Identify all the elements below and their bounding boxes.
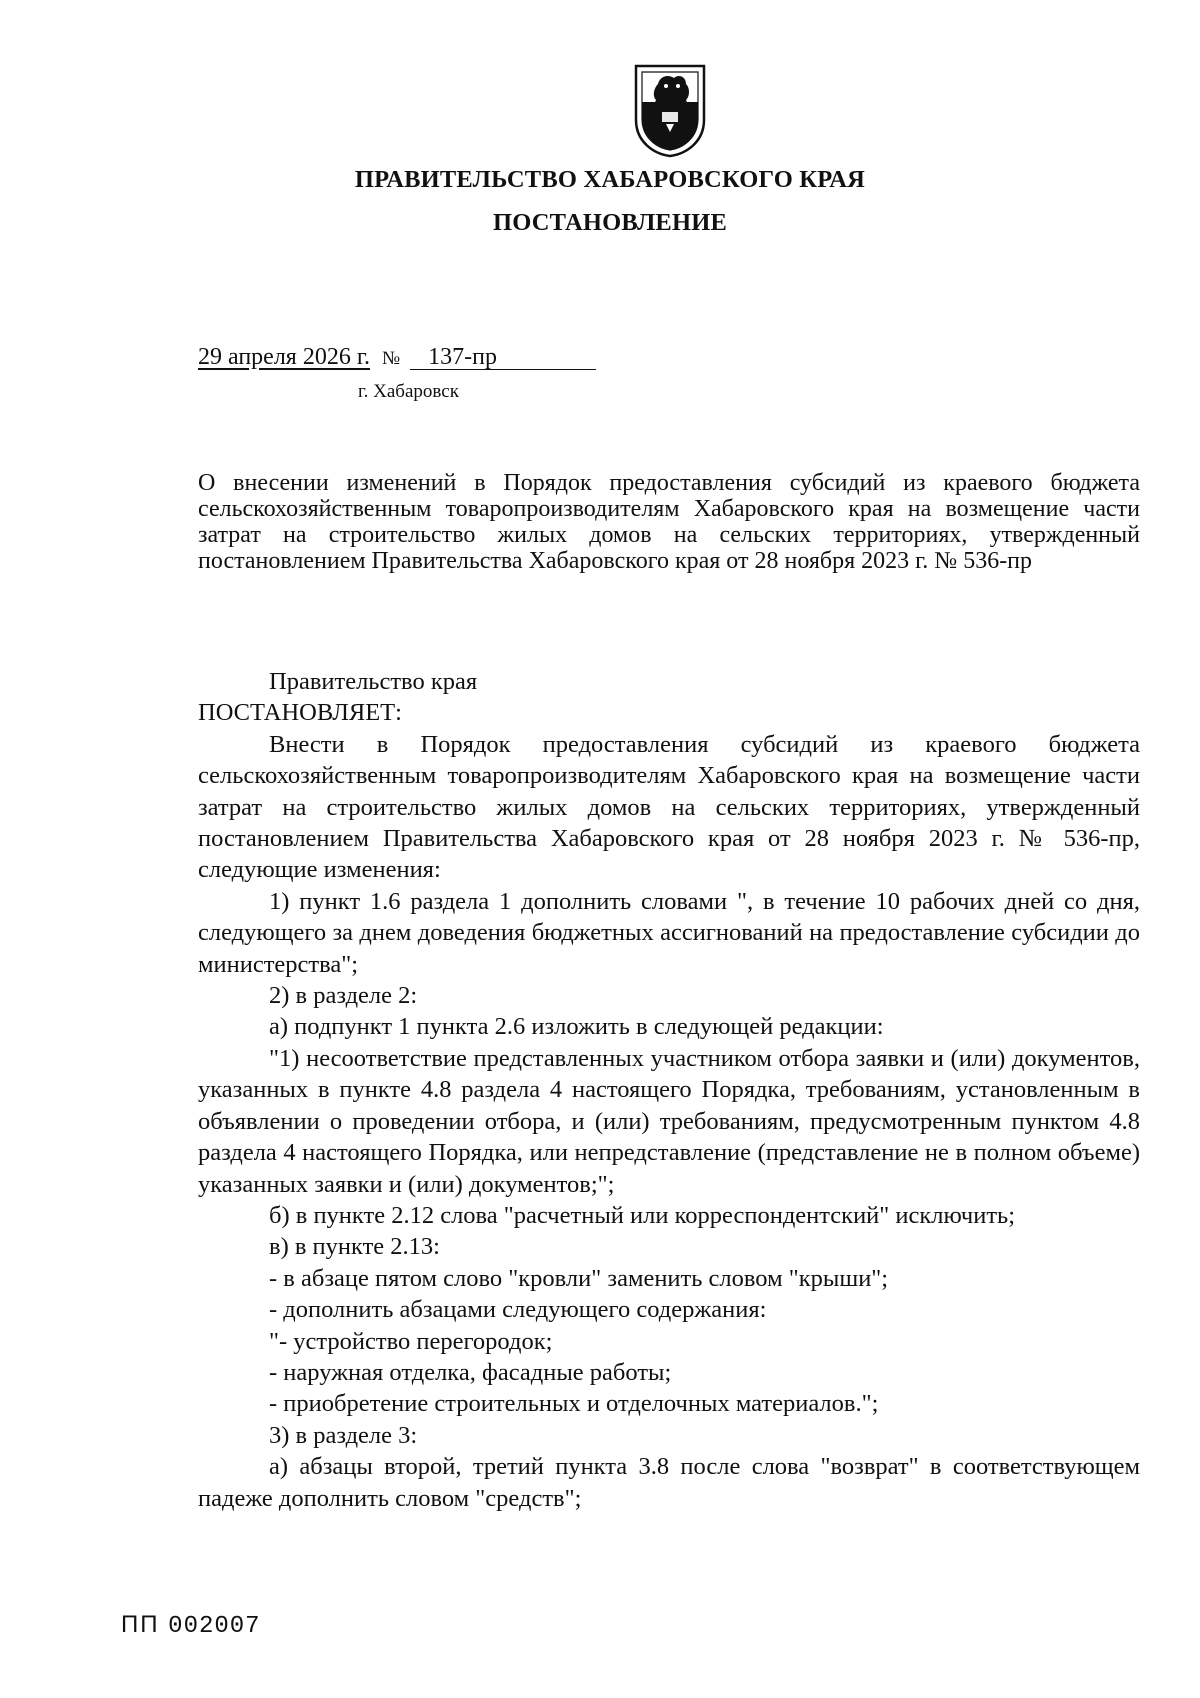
body-paragraph: "- устройство перегородок; [269, 1327, 553, 1355]
body-paragraph: 2) в разделе 2: [269, 982, 418, 1010]
body-paragraph: б) в пункте 2.12 слова "расчетный или корреспондентский" исключить; [269, 1201, 1016, 1229]
body-paragraph: Внести в Порядок предоставления субсидий из краевого бюджета сельскохозяйственным товаропроизводителям Хабаровского края на возмещение части затрат на строительство жилых домов на сельских территориях, утвержденный постановлением Правительства Хабаровского края от 28 ноября 2023 г. № 536-пр, следующие изменения: [198, 730, 1140, 884]
coat-of-arms-icon [632, 62, 708, 158]
organization-name: ПРАВИТЕЛЬСТВО ХАБАРОВСКОГО КРАЯ [354, 166, 866, 193]
body-paragraph: 3) в разделе 3: [269, 1421, 418, 1449]
body-paragraph: - в абзаце пятом слово "кровли" заменить словом "крыши"; [269, 1264, 889, 1292]
city-label: г. Хабаровск [358, 381, 459, 402]
document-subject: О внесении изменений в Порядок предоставления субсидий из краевого бюджета сельскохозяйственным товаропроизводителям Хабаровского края на возмещение части затрат на строительство жилых домов на сельских территориях, утвержденный постановлением Правительства Хабаровского края от 28 ноября 2023 г. № 536-пр [198, 470, 1140, 574]
form-serial-code [121, 1611, 261, 1640]
body-paragraph: - дополнить абзацами следующего содержания: [269, 1296, 767, 1324]
number-sign: № [381, 348, 401, 369]
form-number: 002007 [168, 1613, 261, 1640]
document-type: ПОСТАНОВЛЕНИЕ [492, 209, 728, 236]
document-number: 137-пр [410, 345, 596, 370]
body-paragraph: - наружная отделка, фасадные работы; [269, 1358, 672, 1386]
decree-label: ПОСТАНОВЛЯЕТ: [198, 699, 402, 727]
document-body [198, 666, 1140, 1514]
government-label: Правительство края [269, 668, 478, 695]
date-number-line [198, 344, 596, 371]
body-paragraph: а) абзацы второй, третий пункта 3.8 после слова "возврат" в соответствующем падеже дополнить словом "средств"; [198, 1453, 1140, 1512]
body-paragraph: а) подпункт 1 пункта 2.6 изложить в следующей редакции: [269, 1013, 884, 1041]
document-date: 29 апреля 2026 г. [198, 344, 370, 370]
body-paragraph: в) в пункте 2.13: [269, 1233, 440, 1261]
body-paragraph: - приобретение строительных и отделочных материалов."; [269, 1390, 879, 1418]
body-paragraph: 1) пункт 1.6 раздела 1 дополнить словами ", в течение 10 рабочих дней со дня, следующего за днем доведения бюджетных ассигнований на предоставление субсидии до министерства"; [198, 887, 1140, 978]
body-paragraph: "1) несоответствие представленных участником отбора заявки и (или) документов, указанных в пункте 4.8 раздела 4 настоящего Порядка, требованиям, установленным в объявлении о проведении отбора, и (или) требованиям, предусмотренным пунктом 4.8 раздела 4 настоящего Порядка, или непредставление (представление не в полном объеме) указанных заявки и (или) документов;"; [198, 1044, 1140, 1198]
form-series: ПП [121, 1611, 160, 1638]
